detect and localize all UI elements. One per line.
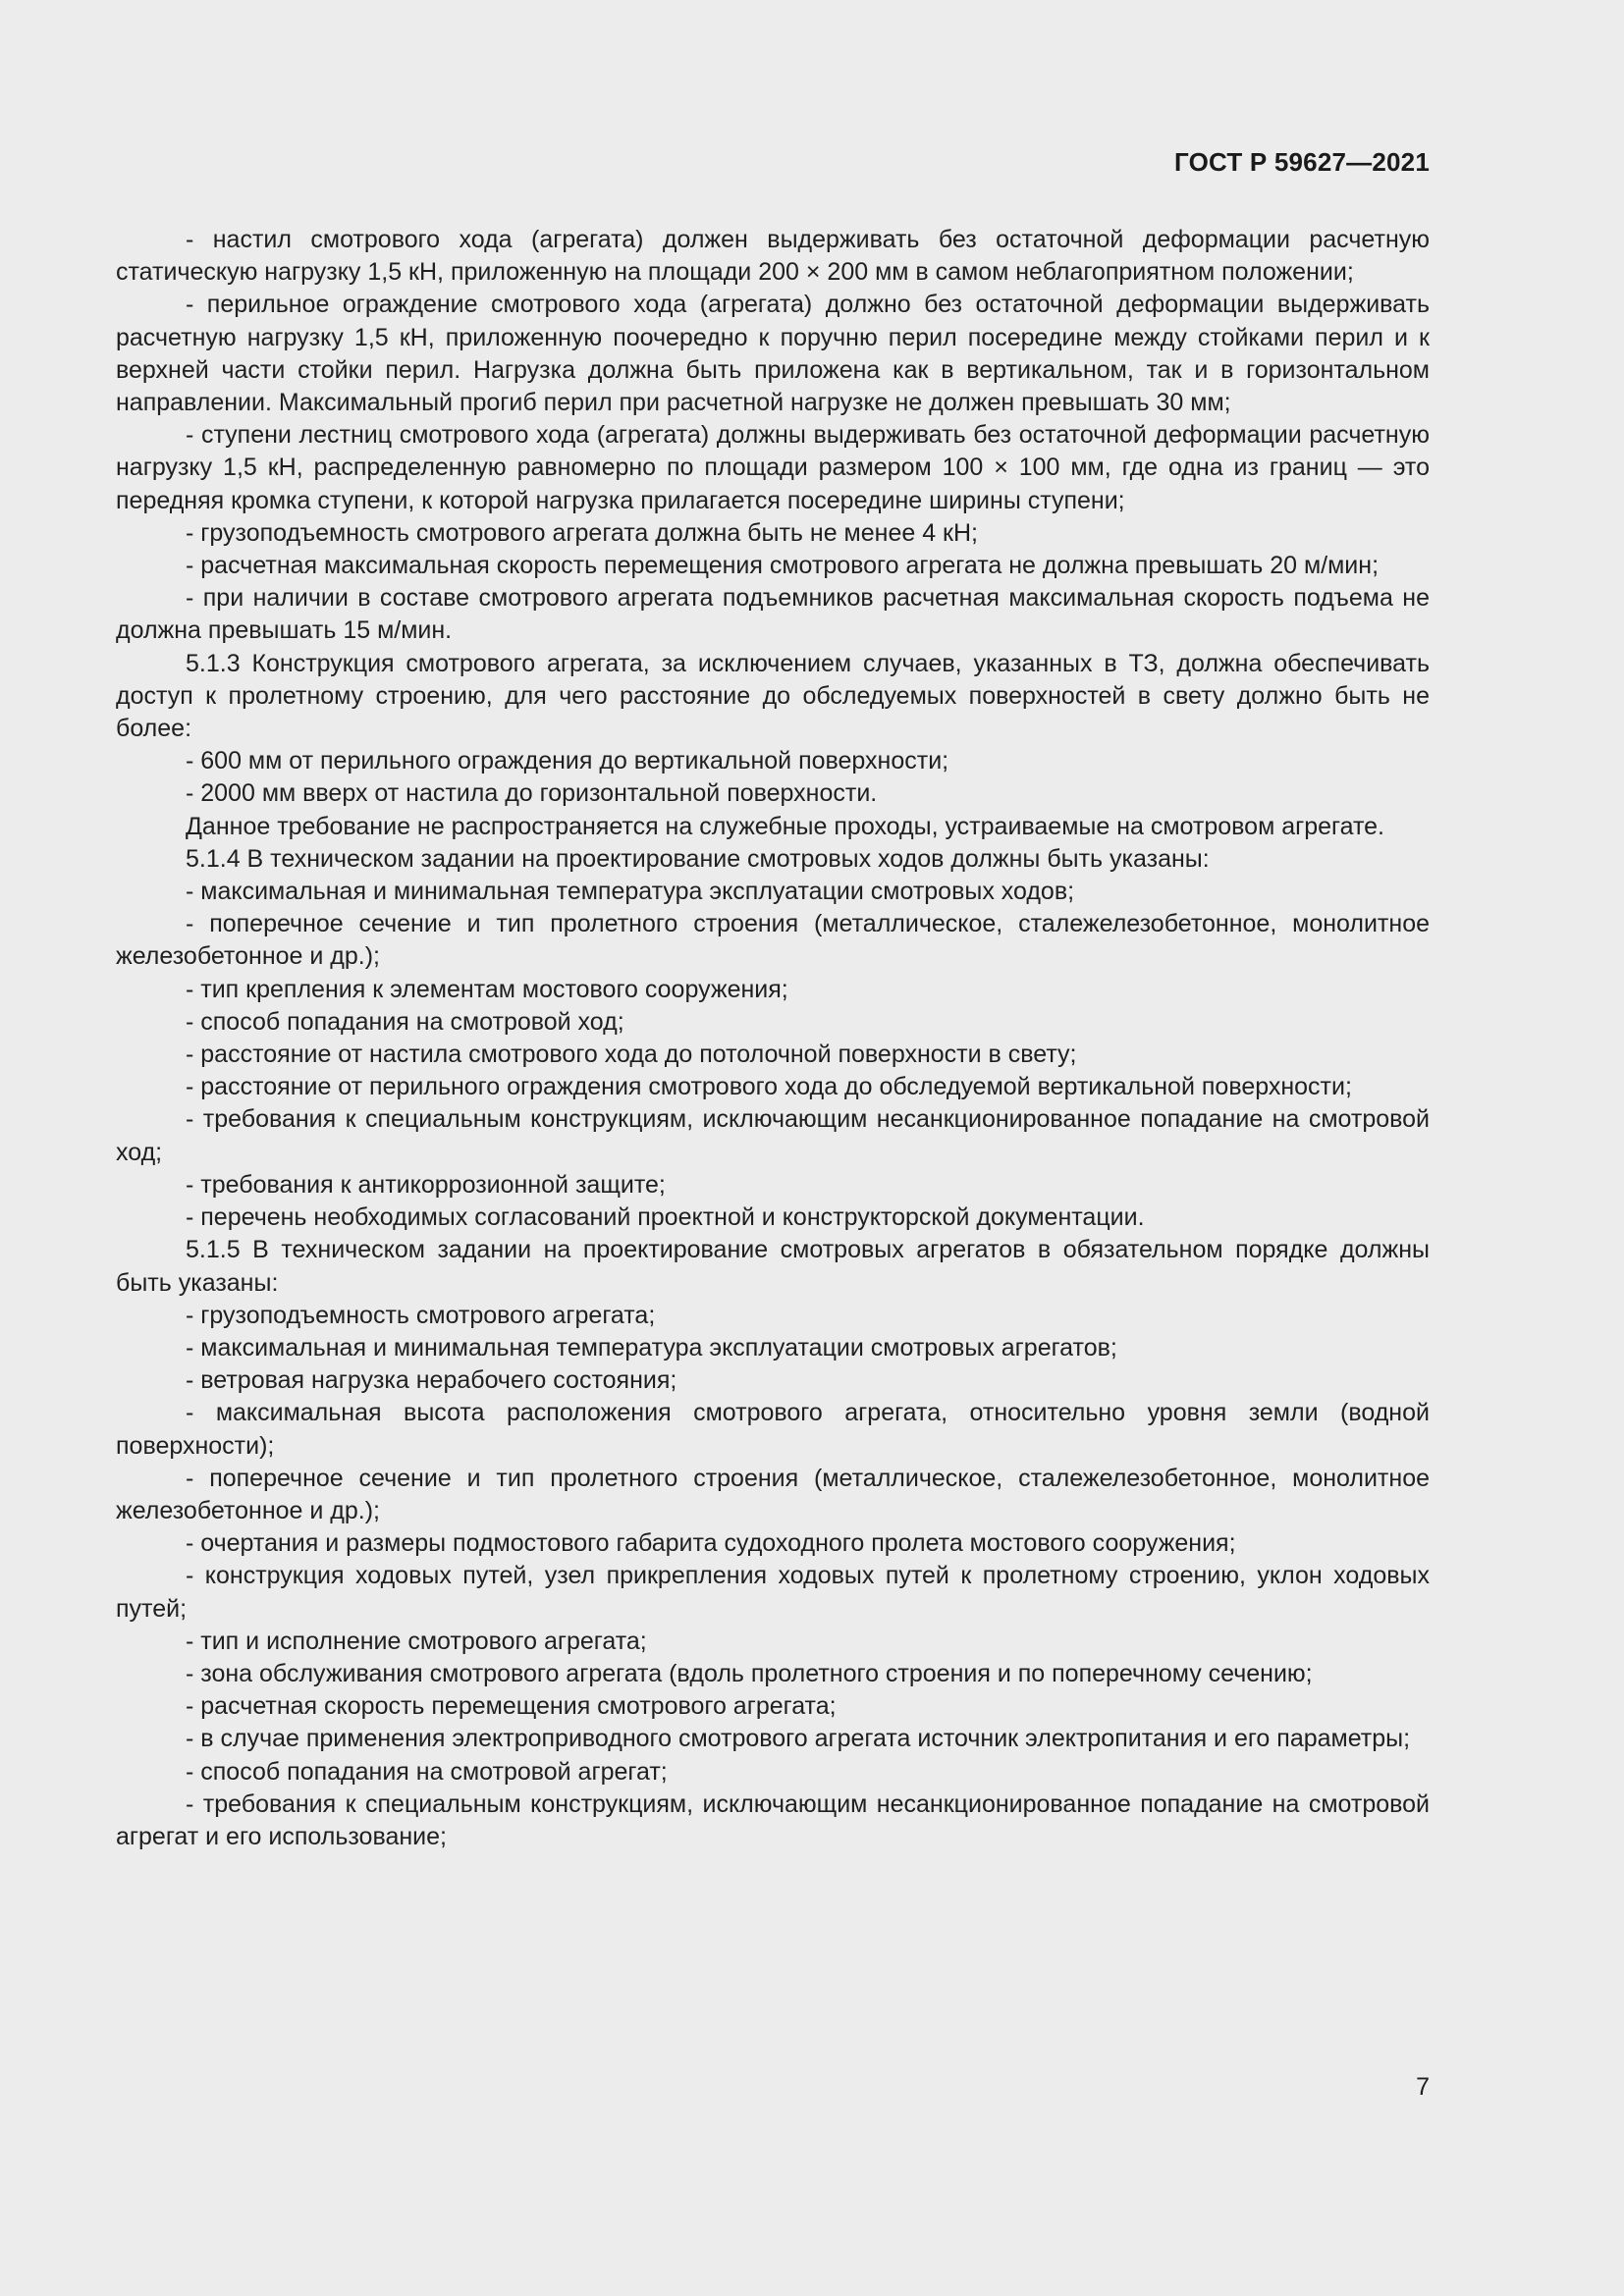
page-number: 7 <box>1416 2073 1430 2101</box>
paragraph: - при наличии в составе смотрового агрегата подъемников расчетная максимальная скорость подъема не должна превышать 15 м/мин. <box>116 584 1430 645</box>
paragraph: - максимальная и минимальная температура эксплуатации смотровых агрегатов; <box>186 1333 1117 1362</box>
section-paragraph: 5.1.5 В техническом задании на проектирование смотровых агрегатов в обязательном порядке должны быть указаны: <box>116 1236 1430 1297</box>
paragraph: - настил смотрового хода (агрегата) должен выдерживать без остаточной деформации расчетную статическую нагрузку 1,5 кН, приложенную на площади 200 × 200 мм в самом неблагоприятном положении; <box>116 226 1430 287</box>
paragraph: - расчетная скорость перемещения смотрового агрегата; <box>186 1692 837 1721</box>
paragraph: - максимальная и минимальная температура эксплуатации смотровых ходов; <box>186 878 1075 906</box>
paragraph: - тип крепления к элементам мостового сооружения; <box>186 975 788 1003</box>
paragraph: - ступени лестниц смотрового хода (агрегата) должны выдерживать без остаточной деформации расчетную нагрузку 1,5 кН, распределенную равномерно по площади размером 100 × 100 мм, где одна из границ — это передняя кромка ступени, к которой нагрузка прилагается посередине ширины ступени; <box>116 421 1430 514</box>
document-body <box>116 224 1430 1853</box>
paragraph: - способ попадания на смотровой ход; <box>186 1007 624 1036</box>
paragraph: - перечень необходимых согласований проектной и конструкторской документации. <box>186 1203 1145 1232</box>
paragraph: - тип и исполнение смотрового агрегата; <box>186 1627 647 1655</box>
paragraph: - конструкция ходовых путей, узел прикрепления ходовых путей к пролетному строению, уклон ходовых путей; <box>116 1562 1430 1623</box>
document-code-header: ГОСТ Р 59627—2021 <box>1174 147 1430 177</box>
section-paragraph: 5.1.3 Конструкция смотрового агрегата, за исключением случаев, указанных в ТЗ, должна обеспечивать доступ к пролетному строению, для чего расстояние до обследуемых поверхностей в свету должно быть не более: <box>116 649 1430 743</box>
section-paragraph: 5.1.4 В техническом задании на проектирование смотровых ходов должны быть указаны: <box>186 844 1210 873</box>
paragraph: Данное требование не распространяется на служебные проходы, устраиваемые на смотровом агрегате. <box>186 812 1384 840</box>
paragraph: - расстояние от перильного ограждения смотрового хода до обследуемой вертикальной поверхности; <box>186 1073 1352 1101</box>
paragraph: - поперечное сечение и тип пролетного строения (металлическое, сталежелезобетонное, монолитное железобетонное и др.); <box>116 1464 1430 1524</box>
paragraph: - требования к специальным конструкциям, исключающим несанкционированное попадание на смотровой ход; <box>116 1105 1430 1166</box>
paragraph: - поперечное сечение и тип пролетного строения (металлическое, сталежелезобетонное, монолитное железобетонное и др.); <box>116 910 1430 971</box>
paragraph: - зона обслуживания смотрового агрегата (вдоль пролетного строения и по поперечному сечению; <box>186 1659 1313 1687</box>
paragraph: - ветровая нагрузка нерабочего состояния; <box>186 1366 677 1395</box>
paragraph: - требования к антикоррозионной защите; <box>186 1170 666 1199</box>
paragraph: - перильное ограждение смотрового хода (агрегата) должно без остаточной деформации выдерживать расчетную нагрузку 1,5 кН, приложенную поочередно к поручню перил посередине между стойками перил и к верхней части стойки перил. Нагрузка должна быть приложена как в вертикальном, так и в горизонтальном направлении. Максимальный прогиб перил при расчетной нагрузке не должен превышать 30 мм; <box>116 291 1430 417</box>
paragraph: - способ попадания на смотровой агрегат; <box>186 1757 668 1786</box>
paragraph: - грузоподъемность смотрового агрегата; <box>186 1301 656 1329</box>
paragraph: - очертания и размеры подмостового габарита судоходного пролета мостового сооружения; <box>186 1529 1236 1558</box>
paragraph: - максимальная высота расположения смотрового агрегата, относительно уровня земли (водной поверхности); <box>116 1399 1430 1460</box>
paragraph: - 2000 мм вверх от настила до горизонтальной поверхности. <box>186 779 878 808</box>
paragraph: - расстояние от настила смотрового хода до потолочной поверхности в свету; <box>186 1041 1077 1069</box>
paragraph: - 600 мм от перильного ограждения до вертикальной поверхности; <box>186 747 949 775</box>
paragraph: - в случае применения электроприводного смотрового агрегата источник электропитания и его параметры; <box>186 1725 1411 1753</box>
paragraph: - требования к специальным конструкциям, исключающим несанкционированное попадание на смотровой агрегат и его использование; <box>116 1789 1430 1850</box>
paragraph: - расчетная максимальная скорость перемещения смотрового агрегата не должна превышать 20 м/мин; <box>186 552 1380 580</box>
paragraph: - грузоподъемность смотрового агрегата должна быть не менее 4 кН; <box>186 518 978 547</box>
